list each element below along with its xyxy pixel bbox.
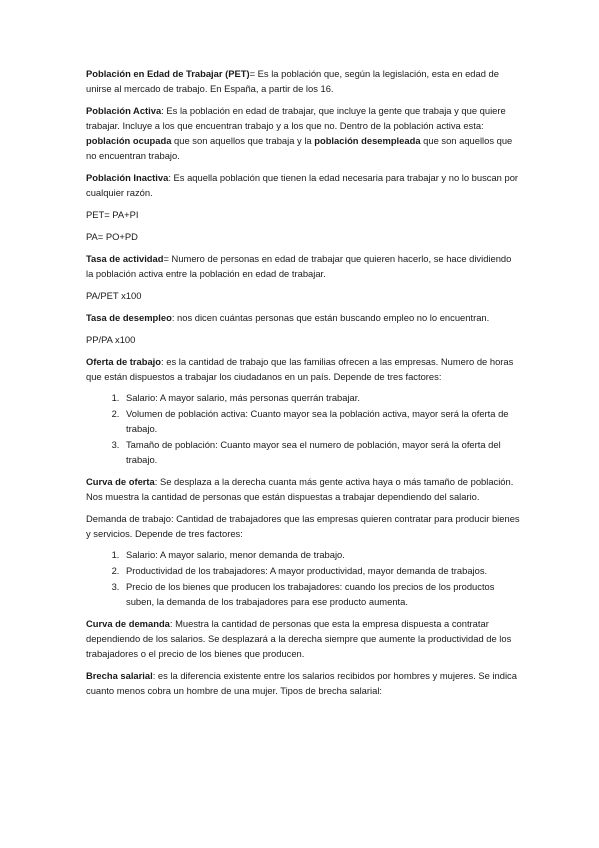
ocupada-term: población ocupada xyxy=(86,135,172,146)
brecha-text: : es la diferencia existente entre los salarios recibidos por hombres y mujeres. Se indica cuanto menos cobra un hombre de una mujer. Tipos de brecha salarial: xyxy=(86,670,517,696)
desempleada-term: población desempleada xyxy=(314,135,421,146)
tasa-desempleo-paragraph xyxy=(86,310,521,325)
pet-term: Población en Edad de Trabajar (PET) xyxy=(86,68,250,79)
tasa-desempleo-term: Tasa de desempleo xyxy=(86,312,172,323)
inactiva-term: Población Inactiva xyxy=(86,172,169,183)
list-item: 2. Volumen de población activa: Cuanto mayor sea la población activa, mayor será la oferta de trabajo. xyxy=(122,406,521,436)
formula-actividad: PA/PET x100 xyxy=(86,290,142,301)
list-item: 2. Productividad de los trabajadores: A mayor productividad, mayor demanda de trabajos. xyxy=(122,563,521,578)
activa-text-1: : Es la población en edad de trabajar, que incluye la gente que trabaja y que quiere trabajar. Incluye a los que encuentran trabajo y a los que no. Dentro de la población activa esta: xyxy=(86,105,506,131)
brecha-term: Brecha salarial xyxy=(86,670,153,681)
demanda-paragraph: Demanda de trabajo: Cantidad de trabajadores que las empresas quieren contratar para producir bienes y servicios. Depende de tres factores: xyxy=(86,513,520,539)
curva-oferta-term: Curva de oferta xyxy=(86,476,155,487)
inactiva-text: : Es aquella población que tienen la edad necesaria para trabajar y no lo buscan por cualquier razón. xyxy=(86,172,519,198)
curva-oferta-text: : Se desplaza a la derecha cuanta más gente activa haya o más tamaño de población. Nos muestra la cantidad de personas que están dispuestas a trabajar dependiendo del salario. xyxy=(86,476,514,502)
activa-term: Población Activa xyxy=(86,105,162,116)
tasa-desempleo-text: : nos dicen cuántas personas que están buscando empleo no lo encuentran. xyxy=(171,312,490,323)
formula-pa: PA= PO+PD xyxy=(86,231,138,242)
oferta-factors-list xyxy=(86,390,521,467)
tasa-actividad-term: Tasa de actividad xyxy=(86,253,164,264)
list-item: 1. Salario: A mayor salario, menor demanda de trabajo. xyxy=(122,547,521,562)
oferta-paragraph xyxy=(86,354,521,384)
formula-pet: PET= PA+PI xyxy=(86,209,139,220)
formula-desempleo: PP/PA x100 xyxy=(86,334,136,345)
tasa-actividad-text: = Numero de personas en edad de trabajar que quieren hacerlo, se hace dividiendo la población activa entre la población en edad de trabajar. xyxy=(86,253,512,279)
list-item: 3. Tamaño de población: Cuanto mayor sea el numero de población, mayor será la oferta del trabajo. xyxy=(122,437,521,467)
inactiva-paragraph xyxy=(86,170,521,200)
pet-paragraph xyxy=(86,66,521,96)
tasa-actividad-paragraph xyxy=(86,251,521,281)
oferta-term: Oferta de trabajo xyxy=(86,356,162,367)
curva-oferta-paragraph xyxy=(86,474,521,504)
brecha-paragraph xyxy=(86,668,521,698)
curva-demanda-paragraph xyxy=(86,616,521,661)
demanda-factors-list xyxy=(86,547,521,609)
curva-demanda-term: Curva de demanda xyxy=(86,618,170,629)
activa-paragraph xyxy=(86,103,521,163)
list-item: 1. Salario: A mayor salario, más personas querrán trabajar. xyxy=(122,390,521,405)
activa-text-2: que son aquellos que trabaja y la xyxy=(171,135,315,146)
curva-demanda-text: : Muestra la cantidad de personas que esta la empresa dispuesta a contratar dependiendo de los salarios. Se desplazará a la derecha siempre que aumente la productividad de los trabajadores o el precio de los bienes que producen. xyxy=(86,618,512,659)
activa-text-3: que son aquellos que no encuentran trabajo. xyxy=(86,135,513,161)
oferta-text: : es la cantidad de trabajo que las familias ofrecen a las empresas. Numero de horas que están dispuestos a trabajar los ciudadanos en un país. Depende de tres factores: xyxy=(86,356,514,382)
pet-text: = Es la población que, según la legislación, esta en edad de unirse al mercado de trabajo. En España, a partir de los 16. xyxy=(86,68,499,94)
list-item: 3. Precio de los bienes que producen los trabajadores: cuando los precios de los productos suben, la demanda de los trabajadores para ese producto aumenta. xyxy=(122,579,521,609)
